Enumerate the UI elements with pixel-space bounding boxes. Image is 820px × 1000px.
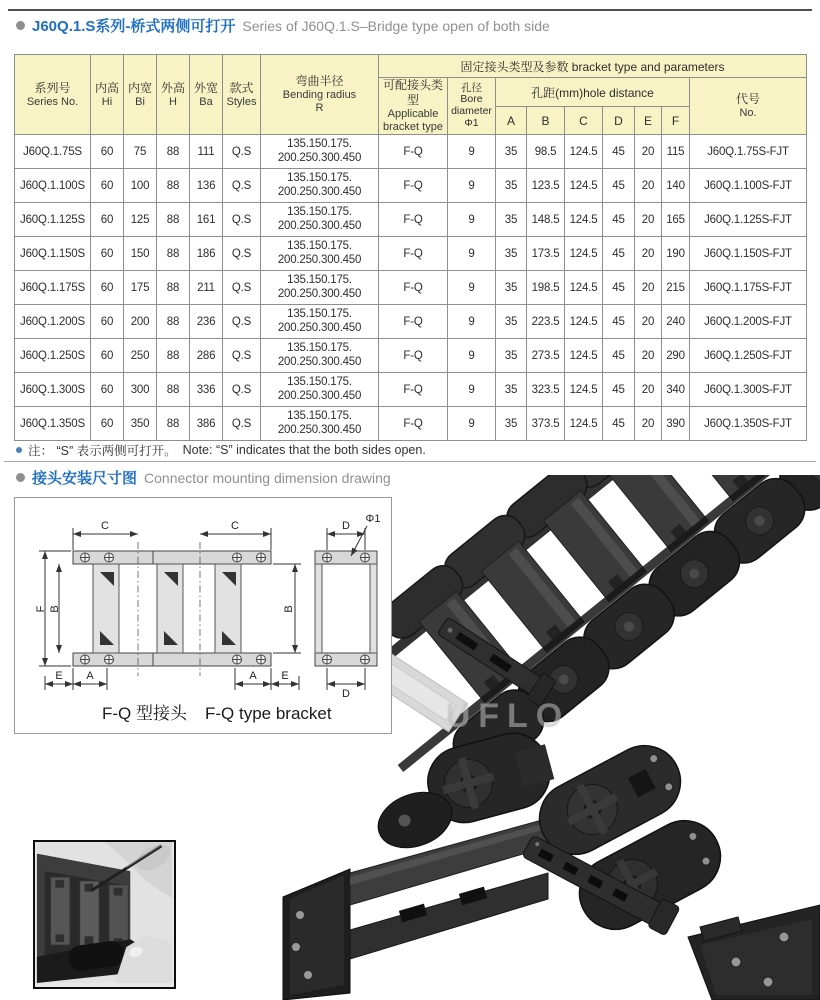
cell-hi: 60 [91,305,124,339]
dimension-drawing [15,498,391,733]
cell-bracket: F-Q [379,271,448,305]
cell-series: J60Q.1.100S [15,169,91,203]
cell-b: 323.5 [527,373,565,407]
cell-no: J60Q.1.150S-FJT [690,237,807,271]
cell-series: J60Q.1.350S [15,407,91,441]
cell-bi: 175 [124,271,157,305]
cell-h: 88 [157,373,190,407]
col-header-B: B [527,107,565,135]
dim-label-c2: C [231,520,239,532]
cell-bore: 9 [448,135,496,169]
cell-bore: 9 [448,305,496,339]
cell-bracket: F-Q [379,339,448,373]
cell-bore: 9 [448,407,496,441]
cell-bracket: F-Q [379,373,448,407]
cell-bi: 125 [124,203,157,237]
top-rule [8,9,812,11]
table-row [15,373,807,407]
section2-title-en: Connector mounting dimension drawing [144,469,391,486]
cell-h: 88 [157,203,190,237]
col-header-bore: 孔径 Bore diameter Φ1 [448,78,496,135]
col-header-hi: 内高 Hi [91,55,124,135]
dim-label-b-left: B [49,605,61,613]
cell-bi: 150 [124,237,157,271]
cell-style: Q.S [223,339,261,373]
cell-bore: 9 [448,203,496,237]
cell-style: Q.S [223,271,261,305]
col-header-bracket-group: 固定接头类型及参数 bracket type and parameters [379,55,807,78]
col-header-C: C [565,107,603,135]
cell-style: Q.S [223,373,261,407]
cell-no: J60Q.1.200S-FJT [690,305,807,339]
cell-bore: 9 [448,271,496,305]
cell-hi: 60 [91,271,124,305]
cell-no: J60Q.1.250S-FJT [690,339,807,373]
cell-e: 20 [635,237,662,271]
section1-title-en: Series of J60Q.1.S–Bridge type open of both side [242,17,550,34]
cell-c: 124.5 [565,271,603,305]
cell-bi: 350 [124,407,157,441]
cell-no: J60Q.1.75S-FJT [690,135,807,169]
cell-hi: 60 [91,135,124,169]
cell-c: 124.5 [565,339,603,373]
cell-h: 88 [157,169,190,203]
cell-f: 340 [662,373,690,407]
cell-series: J60Q.1.200S [15,305,91,339]
cell-f: 190 [662,237,690,271]
cell-no: J60Q.1.125S-FJT [690,203,807,237]
cell-series: J60Q.1.75S [15,135,91,169]
cell-bi: 75 [124,135,157,169]
col-header-E: E [635,107,662,135]
cell-no: J60Q.1.300S-FJT [690,373,807,407]
cell-e: 20 [635,135,662,169]
col-header-no: 代号 No. [690,78,807,135]
cell-h: 88 [157,339,190,373]
cell-b: 198.5 [527,271,565,305]
note-text-zh: 注： “S” 表示两侧可打开。 [28,444,177,458]
cell-bracket: F-Q [379,407,448,441]
cell-c: 124.5 [565,237,603,271]
cell-a: 35 [496,305,527,339]
cell-a: 35 [496,237,527,271]
section-divider [4,461,816,462]
cell-bracket: F-Q [379,237,448,271]
note-line [16,441,426,459]
cell-ba: 286 [190,339,223,373]
dim-label-b-right: B [283,605,295,613]
cell-bore: 9 [448,373,496,407]
cell-b: 98.5 [527,135,565,169]
cell-d: 45 [603,305,635,339]
cell-e: 20 [635,305,662,339]
cell-bore: 9 [448,169,496,203]
table-row [15,169,807,203]
cell-no: J60Q.1.100S-FJT [690,169,807,203]
section1-title-zh: J60Q.1.S系列-桥式两侧可打开 [32,18,236,35]
col-header-A: A [496,107,527,135]
cell-f: 165 [662,203,690,237]
cell-bi: 250 [124,339,157,373]
dim-label-a-left: A [86,670,94,682]
cell-hi: 60 [91,339,124,373]
cell-h: 88 [157,407,190,441]
section1-title [16,15,550,36]
cell-c: 124.5 [565,169,603,203]
col-header-applicable: 可配接头类型 Applicable bracket type [379,78,448,135]
spec-table [14,54,807,441]
col-header-hole-distance: 孔距(mm)hole distance [496,78,690,107]
cell-style: Q.S [223,407,261,441]
cell-bracket: F-Q [379,203,448,237]
cell-series: J60Q.1.175S [15,271,91,305]
cell-h: 88 [157,271,190,305]
cell-f: 140 [662,169,690,203]
col-header-series: 系列号 Series No. [15,55,91,135]
cell-ba: 161 [190,203,223,237]
cell-a: 35 [496,135,527,169]
cell-f: 290 [662,339,690,373]
dim-label-e-right: E [281,670,289,682]
col-header-F: F [662,107,690,135]
dim-label-c1: C [101,520,109,532]
cell-b: 273.5 [527,339,565,373]
cell-bracket: F-Q [379,169,448,203]
bracket-assembly-partial [688,905,820,1000]
cell-d: 45 [603,169,635,203]
cell-radius: 135.150.175. 200.250.300.450 [261,407,379,441]
cell-d: 45 [603,237,635,271]
col-header-styles: 款式 Styles [223,55,261,135]
cell-a: 35 [496,373,527,407]
cell-f: 390 [662,407,690,441]
note-bullet-icon [16,447,22,453]
drawing-caption-zh: F-Q 型接头 [102,704,187,723]
cell-radius: 135.150.175. 200.250.300.450 [261,339,379,373]
cell-radius: 135.150.175. 200.250.300.450 [261,169,379,203]
cell-series: J60Q.1.300S [15,373,91,407]
cell-series: J60Q.1.250S [15,339,91,373]
cell-no: J60Q.1.350S-FJT [690,407,807,441]
cell-ba: 186 [190,237,223,271]
cell-b: 173.5 [527,237,565,271]
cell-b: 148.5 [527,203,565,237]
dim-label-phi: Φ1 [365,513,381,525]
cell-series: J60Q.1.125S [15,203,91,237]
cell-radius: 135.150.175. 200.250.300.450 [261,373,379,407]
dim-label-a-right: A [249,670,257,682]
cell-ba: 336 [190,373,223,407]
cell-hi: 60 [91,169,124,203]
dim-label-f: F [35,605,47,613]
cell-no: J60Q.1.175S-FJT [690,271,807,305]
cell-hi: 60 [91,407,124,441]
cell-c: 124.5 [565,305,603,339]
cell-bracket: F-Q [379,135,448,169]
cell-radius: 135.150.175. 200.250.300.450 [261,305,379,339]
cell-e: 20 [635,271,662,305]
cell-radius: 135.150.175. 200.250.300.450 [261,203,379,237]
cell-bi: 200 [124,305,157,339]
dim-label-e-left: E [55,670,63,682]
cell-bore: 9 [448,237,496,271]
cell-d: 45 [603,339,635,373]
drawing-caption-en: F-Q type bracket [205,704,332,723]
cell-hi: 60 [91,237,124,271]
spec-table-body [15,135,807,441]
cell-d: 45 [603,135,635,169]
cell-e: 20 [635,339,662,373]
table-row [15,305,807,339]
note-text-en: Note: “S” indicates that the both sides open. [182,443,426,457]
bullet-icon [16,21,25,30]
cell-ba: 236 [190,305,223,339]
cell-hi: 60 [91,203,124,237]
cell-a: 35 [496,271,527,305]
cell-c: 124.5 [565,407,603,441]
cell-a: 35 [496,407,527,441]
table-row [15,339,807,373]
cell-h: 88 [157,237,190,271]
cell-e: 20 [635,203,662,237]
cell-b: 223.5 [527,305,565,339]
cell-f: 240 [662,305,690,339]
cell-ba: 211 [190,271,223,305]
cell-c: 124.5 [565,135,603,169]
cell-style: Q.S [223,203,261,237]
col-header-h: 外高 H [157,55,190,135]
cell-series: J60Q.1.150S [15,237,91,271]
cell-a: 35 [496,339,527,373]
cell-ba: 386 [190,407,223,441]
cell-bi: 300 [124,373,157,407]
col-header-D: D [603,107,635,135]
section2-title-zh: 接头安装尺寸图 [32,470,138,487]
cell-d: 45 [603,373,635,407]
cell-radius: 135.150.175. 200.250.300.450 [261,237,379,271]
cell-d: 45 [603,203,635,237]
cell-style: Q.S [223,169,261,203]
cell-b: 373.5 [527,407,565,441]
dim-label-d-top: D [342,520,350,532]
cell-f: 115 [662,135,690,169]
col-header-radius: 弯曲半径 Bending radius R [261,55,379,135]
cell-bore: 9 [448,339,496,373]
cell-ba: 111 [190,135,223,169]
cell-style: Q.S [223,135,261,169]
cell-h: 88 [157,305,190,339]
cell-hi: 60 [91,373,124,407]
cell-c: 124.5 [565,373,603,407]
cell-radius: 135.150.175. 200.250.300.450 [261,135,379,169]
cell-f: 215 [662,271,690,305]
cell-style: Q.S [223,305,261,339]
table-row [15,237,807,271]
cell-bi: 100 [124,169,157,203]
table-row [15,203,807,237]
table-row [15,407,807,441]
table-row [15,271,807,305]
cell-e: 20 [635,169,662,203]
cell-h: 88 [157,135,190,169]
cell-style: Q.S [223,237,261,271]
cell-d: 45 [603,407,635,441]
dim-label-d-bottom: D [342,688,350,700]
cell-c: 124.5 [565,203,603,237]
cell-a: 35 [496,169,527,203]
dimension-drawing-box [14,497,392,734]
cell-bracket: F-Q [379,305,448,339]
table-row [15,135,807,169]
cell-e: 20 [635,407,662,441]
watermark-text: UFLO [445,697,571,735]
cell-b: 123.5 [527,169,565,203]
cell-a: 35 [496,203,527,237]
cell-d: 45 [603,271,635,305]
col-header-ba: 外宽 Ba [190,55,223,135]
col-header-bi: 内宽 Bi [124,55,157,135]
cell-e: 20 [635,373,662,407]
cell-ba: 136 [190,169,223,203]
product-photo-opening-demo [33,840,176,989]
cell-radius: 135.150.175. 200.250.300.450 [261,271,379,305]
